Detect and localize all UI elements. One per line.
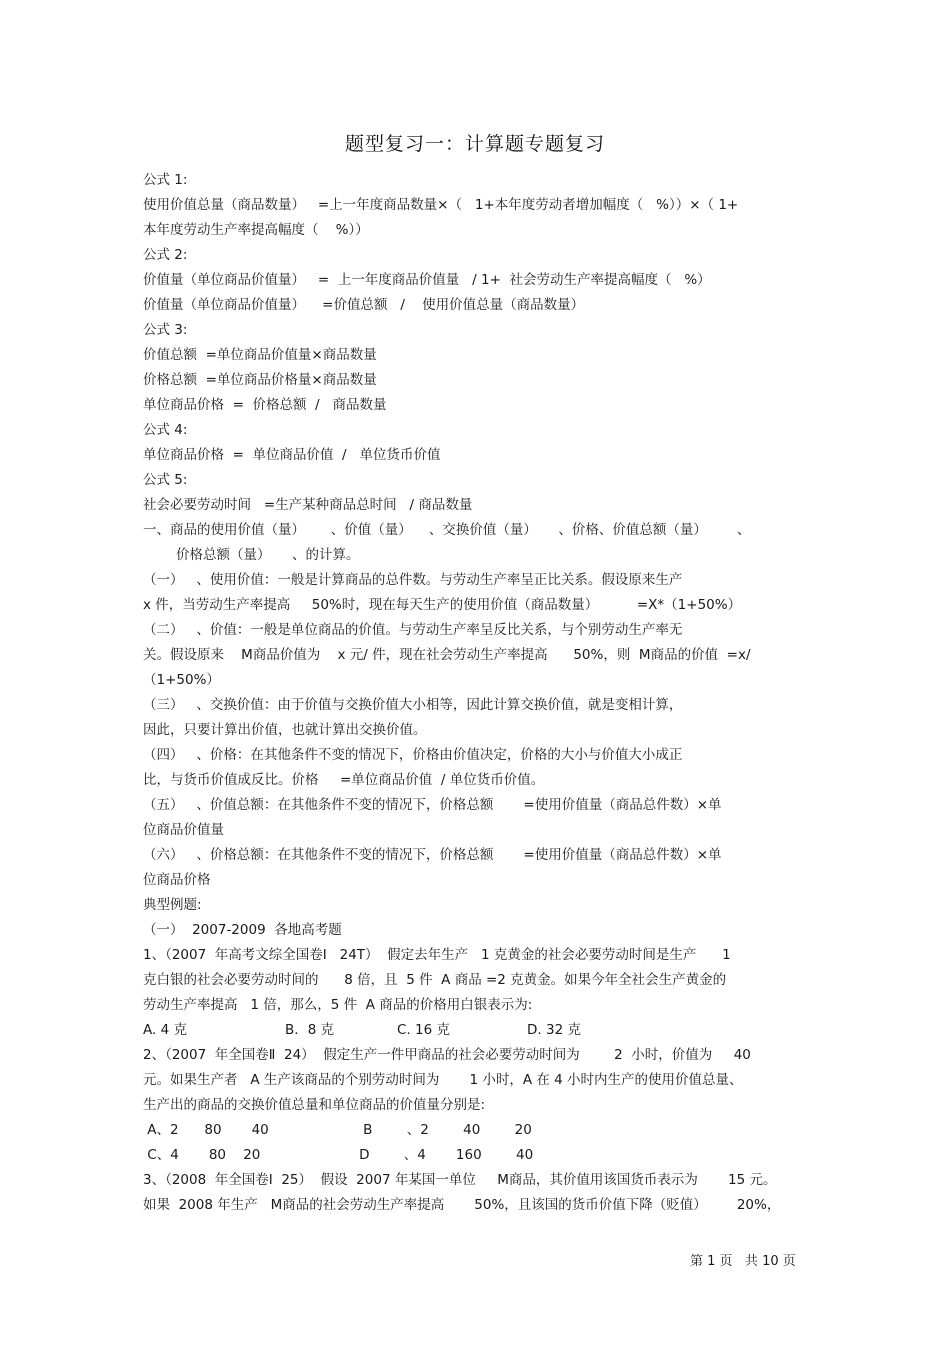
text-line: 公式 1:	[143, 172, 188, 188]
page-footer: 第 1 页 共 10 页	[690, 1254, 796, 1269]
text-line: 位商品价格	[143, 872, 211, 888]
text-line: 关。假设原来 M商品价值为 x 元/ 件，现在社会劳动生产率提高 50%，则 M商品的价值 =x/	[143, 647, 751, 663]
text-line: 公式 5:	[143, 472, 188, 488]
option-b: B．8 克	[285, 1022, 335, 1038]
text-line: 价值总额 =单位商品价值量×商品数量	[143, 347, 377, 363]
section-heading-cont: 价格总额（量） 、的计算。	[176, 547, 360, 563]
text-line: 典型例题:	[143, 897, 202, 913]
question-1-cont: 克白银的社会必要劳动时间的 8 倍，且 5 件 A 商品 =2 克黄金。如果今年全社会生产黄金的	[143, 972, 727, 988]
text-line: 公式 3:	[143, 322, 188, 338]
document-title: 题型复习一：计算题专题复习	[344, 133, 605, 155]
text-line: 单位商品价格 = 价格总额 / 商品数量	[143, 397, 387, 413]
text-line: （一） 、使用价值：一般是计算商品的总件数。与劳动生产率呈正比关系。假设原来生产	[143, 572, 683, 588]
option-c: C. 16 克	[397, 1022, 450, 1038]
document-body	[143, 168, 813, 1218]
question-2-cont: 生产出的商品的交换价值总量和单位商品的价值量分别是:	[143, 1097, 486, 1113]
option-a: A. 4 克	[143, 1022, 187, 1038]
question-1-options	[143, 1018, 813, 1043]
text-line: 价格总额 =单位商品价格量×商品数量	[143, 372, 377, 388]
text-line: 公式 4:	[143, 422, 188, 438]
text-line: 本年度劳动生产率提高幅度（ %））	[143, 222, 369, 238]
text-line: （五） 、价值总额：在其他条件不变的情况下，价格总额 =使用价值量（商品总件数）×单	[143, 797, 722, 813]
question-3-cont: 如果 2008 年生产 M商品的社会劳动生产率提高 50%，且该国的货币价值下降（贬值） 20%，	[143, 1197, 781, 1213]
text-line: （一） 2007-2009 各地高考题	[143, 922, 342, 938]
text-line: （1+50%）	[143, 672, 220, 688]
text-line: 价值量（单位商品价值量） = 上一年度商品价值量 / 1+ 社会劳动生产率提高幅度（ %）	[143, 272, 711, 288]
question-2-options-row: A、2 80 40 B 、2 40 20	[143, 1122, 532, 1138]
text-line: x 件，当劳动生产率提高 50%时，现在每天生产的使用价值（商品数量） =X*（1+50%）	[143, 597, 742, 613]
text-line: 单位商品价格 = 单位商品价值 / 单位货币价值	[143, 447, 441, 463]
text-line: 因此，只要计算出价值，也就计算出交换价值。	[143, 722, 427, 738]
question-2-options-row: C、4 80 20 D 、4 160 40	[143, 1147, 534, 1163]
text-line: （四） 、价格：在其他条件不变的情况下，价格由价值决定，价格的大小与价值大小成正	[143, 747, 683, 763]
text-line: 比，与货币价值成反比。价格 =单位商品价值 / 单位货币价值。	[143, 772, 545, 788]
text-line: 使用价值总量（商品数量） =上一年度商品数量×（ 1+本年度劳动者增加幅度（ %））×（ 1+	[143, 197, 739, 213]
text-line: （六） 、价格总额：在其他条件不变的情况下，价格总额 =使用价值量（商品总件数）×单	[143, 847, 722, 863]
text-line: 价值量（单位商品价值量） =价值总额 / 使用价值总量（商品数量）	[143, 297, 585, 313]
text-line: 位商品价值量	[143, 822, 224, 838]
question-2: 2、（2007 年全国卷Ⅱ 24） 假定生产一件甲商品的社会必要劳动时间为 2 小时，价值为 40	[143, 1047, 751, 1063]
text-line: 社会必要劳动时间 =生产某种商品总时间 / 商品数量	[143, 497, 473, 513]
text-line: （二） 、价值：一般是单位商品的价值。与劳动生产率呈反比关系，与个别劳动生产率无	[143, 622, 683, 638]
section-heading: 一、商品的使用价值（量） 、价值（量） 、交换价值（量） 、价格、价值总额（量） 、	[143, 522, 751, 538]
text-line: （三） 、交换价值：由于价值与交换价值大小相等，因此计算交换价值，就是变相计算，	[143, 697, 683, 713]
question-2-cont: 元。如果生产者 A 生产该商品的个别劳动时间为 1 小时，A 在 4 小时内生产的使用价值总量、	[143, 1072, 743, 1088]
question-3: 3、（2008 年全国卷Ⅰ 25） 假设 2007 年某国一单位 M商品，其价值用该国货币表示为 15 元。	[143, 1172, 777, 1188]
question-1-cont: 劳动生产率提高 1 倍，那么，5 件 A 商品的价格用白银表示为:	[143, 997, 533, 1013]
question-1: 1、（2007 年高考文综全国卷Ⅰ 24T） 假定去年生产 1 克黄金的社会必要劳动时间是生产 1	[143, 947, 731, 963]
option-d: D. 32 克	[527, 1022, 581, 1038]
text-line: 公式 2:	[143, 247, 188, 263]
